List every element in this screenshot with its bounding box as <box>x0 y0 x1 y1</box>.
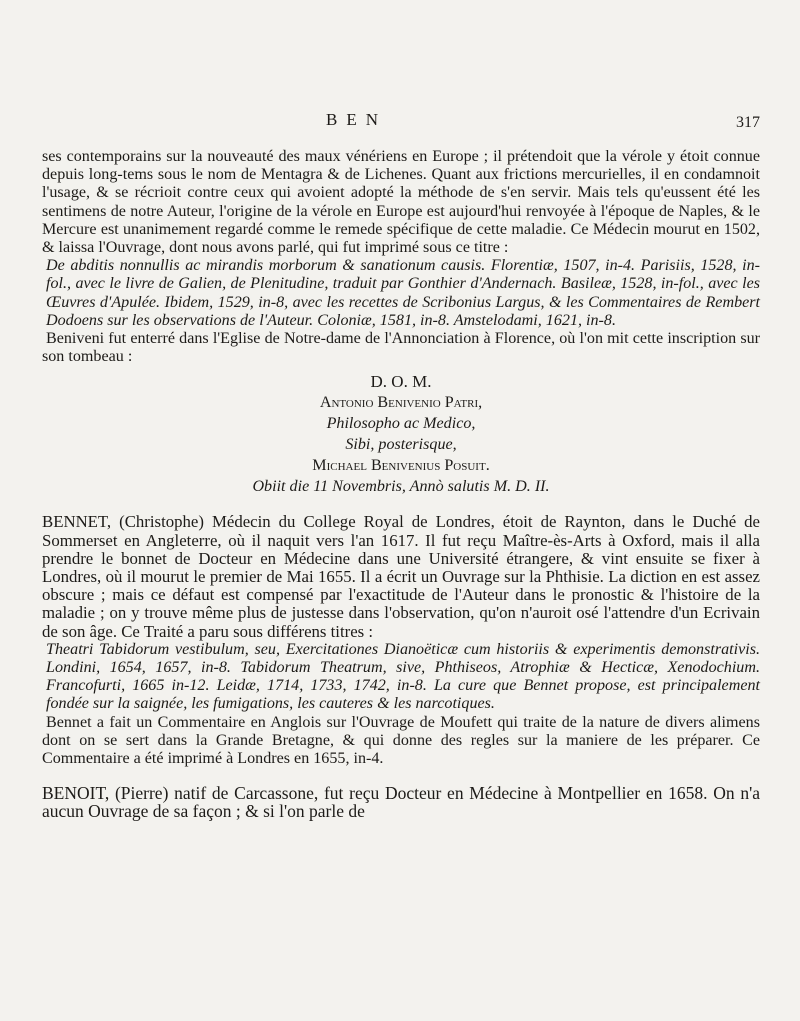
inscription-line-4: Michael Benivenius Posuit. <box>312 457 490 475</box>
inscription-line-5: Obiit die 11 Novembris, Annò salutis M. D. II. <box>252 478 550 496</box>
running-title: BEN <box>326 110 387 129</box>
bennet-latin-titles: Theatri Tabidorum vestibulum, seu, Exercitationes Dianoëticæ cum historiis & experimentis demonstrativis. Londini, 1654, 1657, in-8. Tabidorum Theatrum, sive, Phthiseos, Atrophiæ & Hecticæ, Xenodochium. Francofurti, 1665 in-12. Leidæ, 1714, 1733, 1742, in-8. La cure que Bennet propose, est principalement fondée sur la saignée, les fumigations, les cauteres & les narcotiques. <box>46 640 760 713</box>
inscription-line-1: Antonio Benivenio Patri, <box>319 394 483 412</box>
beniveni-burial: Beniveni fut enterré dans l'Eglise de Notre-dame de l'Annonciation à Florence, où l'on mit cette inscription sur son tombeau : <box>42 330 760 366</box>
benoit-entry: BENOIT, (Pierre) natif de Carcassone, fut reçu Docteur en Médecine à Montpellier en 1658. On n'a aucun Ouvrage de sa façon ; & si l'on parle de <box>42 783 760 822</box>
bennet-commentary: Bennet a fait un Commentaire en Anglois sur l'Ouvrage de Moufett qui traite de la nature de divers alimens dont on se sert dans la Grande Bretagne, & qui donne des regles sur la maniere de les préparer. Ce Commentaire a été imprimé à Londres en 1655, in-4. <box>42 713 760 768</box>
page-body <box>42 148 760 821</box>
running-head <box>0 110 800 140</box>
page-number: 317 <box>736 114 760 131</box>
inscription-line-2: Philosopho ac Medico, <box>326 415 476 433</box>
beniveni-latin-titles: De abditis nonnullis ac mirandis morborum & sanationum causis. Florentiæ, 1507, in-4. Parisiis, 1528, in-fol., avec le livre de Galien, de Plenitudine, traduit par Gonthier d'Andernach. Basileæ, 1528, in-fol., avec les Œuvres d'Apulée. Ibidem, 1529, in-8, avec les recettes de Scribonius Largus, & les Commentaires de Rembert Dodoens sur les observations de l'Auteur. Coloniæ, 1581, in-8. Amstelodami, 1621, in-8. <box>46 257 760 329</box>
inscription-dom: D. O. M. <box>370 372 432 392</box>
bennet-entry: BENNET, (Christophe) Médecin du College Royal de Londres, étoit de Raynton, dans le Duché de Sommerset en Angleterre, où il naquit vers l'an 1617. Il fut reçu Maître-ès-Arts à Oxford, mais il alla prendre le bonnet de Docteur en Médecine dans une Université étrangere, & vint ensuite se fixer à Londres, où il mourut le premier de Mai 1655. Il a écrit un Ouvrage sur la Phthisie. La diction en est assez obscure ; mais ce défaut est compensé par l'exactitude de l'Auteur dans le pronostic & l'histoire de la maladie ; on y trouve même plus de justesse dans l'observation, qu'on n'auroit osé l'attendre d'un Ecrivain de son âge. Ce Traité a paru sous différens titres : <box>42 512 760 641</box>
inscription-line-3: Sibi, posterisque, <box>345 436 457 454</box>
beniveni-paragraph: ses contemporains sur la nouveauté des maux vénériens en Europe ; il prétendoit que la vérole y étoit connue depuis long-tems sous le nom de Mentagra & de Lichenes. Quant aux frictions mercurielles, il en condamnoit l'usage, & se récrioit contre ceux qui avoient adopté la méthode de s'en servir. Mais tels qu'eussent été les sentimens de notre Auteur, l'origine de la vérole en Europe est aujourd'hui renvoyée à l'époque de Naples, & le Mercure est unanimement regardé comme le remede spécifique de cette maladie. Ce Médecin mourut en 1502, & laissa l'Ouvrage, dont nous avons parlé, qui fut imprimé sous ce titre : <box>42 148 760 257</box>
